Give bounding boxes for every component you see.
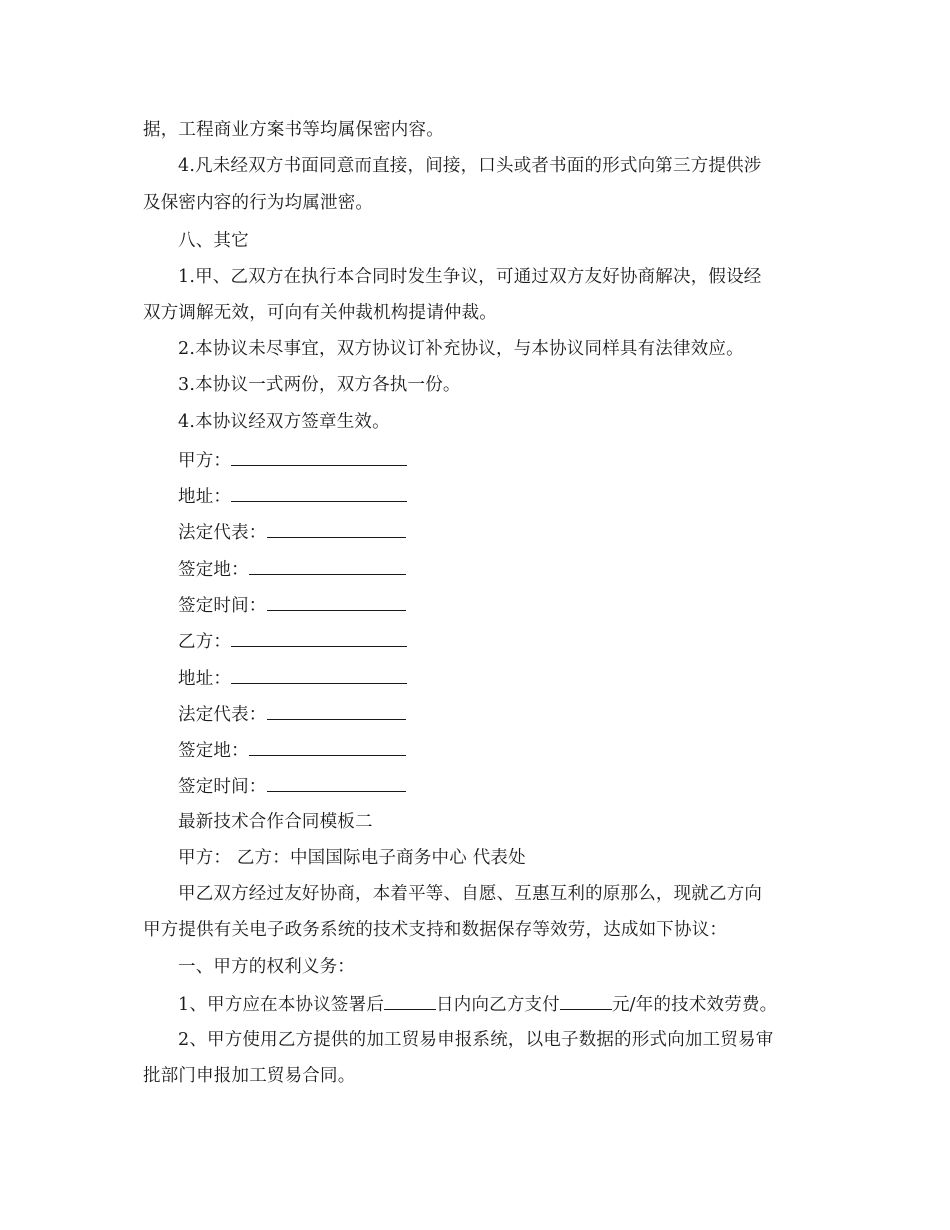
parties-line: 甲方： 乙方：中国国际电子商务中心 代表处 (178, 848, 526, 868)
sign-field-party-a (178, 447, 407, 473)
intro-paragraph-line2: 甲方提供有关电子政务系统的技术支持和数据保存等效劳，达成如下协议： (143, 920, 728, 940)
sign-blank-place-a (249, 556, 406, 575)
paragraph-confidential-scope: 据，工程商业方案书等均属保密内容。 (143, 120, 444, 140)
sign-blank-party-a (231, 447, 407, 466)
paragraph-leak-definition-line2: 及保密内容的行为均属泄密。 (143, 193, 374, 213)
clause-payment (178, 991, 777, 1017)
sign-field-rep-b (178, 701, 406, 727)
sign-label-rep-a: 法定代表： (178, 523, 267, 543)
sign-label-place-a: 签定地： (178, 560, 249, 580)
sign-blank-address-b (231, 665, 407, 684)
sign-blank-address-a (231, 483, 407, 502)
sign-label-time-a: 签定时间： (178, 596, 267, 616)
section-heading-party-a-rights: 一、甲方的权利义务： (178, 957, 355, 977)
sign-field-time-a (178, 592, 406, 618)
sign-label-party-b: 乙方： (178, 632, 232, 652)
sign-label-place-b: 签定地： (178, 741, 249, 761)
clause-dispute-line2: 双方调解无效，可向有关仲裁机构提请仲裁。 (143, 303, 497, 323)
sign-blank-party-b (231, 628, 407, 647)
sign-label-address-b: 地址： (178, 669, 232, 689)
sign-blank-place-b (249, 737, 406, 756)
intro-paragraph-line1: 甲乙双方经过友好协商，本着平等、自愿、互惠互利的原那么，现就乙方向 (178, 884, 763, 904)
sign-field-address-b (178, 665, 407, 691)
sign-field-place-b (178, 737, 406, 763)
clause-payment-text-2: 日内向乙方支付 (436, 995, 560, 1015)
sign-field-party-b (178, 628, 407, 654)
sign-field-place-a (178, 556, 406, 582)
template-two-title: 最新技术合作合同模板二 (178, 812, 373, 832)
sign-field-rep-a (178, 519, 406, 545)
days-blank (384, 991, 436, 1010)
sign-field-time-b (178, 773, 406, 799)
clause-system-use-line2: 批部门申报加工贸易合同。 (143, 1066, 356, 1086)
sign-field-address-a (178, 483, 407, 509)
clause-effective: 4.本协议经双方签章生效。 (178, 412, 390, 432)
clause-payment-text-3: 元/年的技术效劳费。 (611, 995, 778, 1015)
sign-label-address-a: 地址： (178, 487, 232, 507)
sign-blank-time-b (267, 773, 406, 792)
paragraph-leak-definition-line1: 4.凡未经双方书面同意而直接，间接，口头或者书面的形式向第三方提供涉 (178, 156, 762, 176)
sign-label-party-a: 甲方： (178, 451, 232, 471)
sign-blank-rep-a (267, 519, 406, 538)
sign-blank-time-a (267, 592, 406, 611)
sign-label-rep-b: 法定代表： (178, 705, 267, 725)
clause-system-use-line1: 2、甲方使用乙方提供的加工贸易申报系统，以电子数据的形式向加工贸易审 (178, 1030, 774, 1050)
clause-copies: 3.本协议一式两份，双方各执一份。 (178, 375, 461, 395)
clause-dispute-line1: 1.甲、乙双方在执行本合同时发生争议，可通过双方友好协商解决，假设经 (178, 267, 762, 287)
sign-label-time-b: 签定时间： (178, 777, 267, 797)
clause-payment-text-1: 1、甲方应在本协议签署后 (178, 995, 385, 1015)
section-heading-other: 八、其它 (178, 231, 249, 251)
fee-blank (560, 991, 612, 1010)
clause-supplement: 2.本协议未尽事宜，双方协议订补充协议，与本协议同样具有法律效应。 (178, 339, 744, 359)
sign-blank-rep-b (267, 701, 406, 720)
